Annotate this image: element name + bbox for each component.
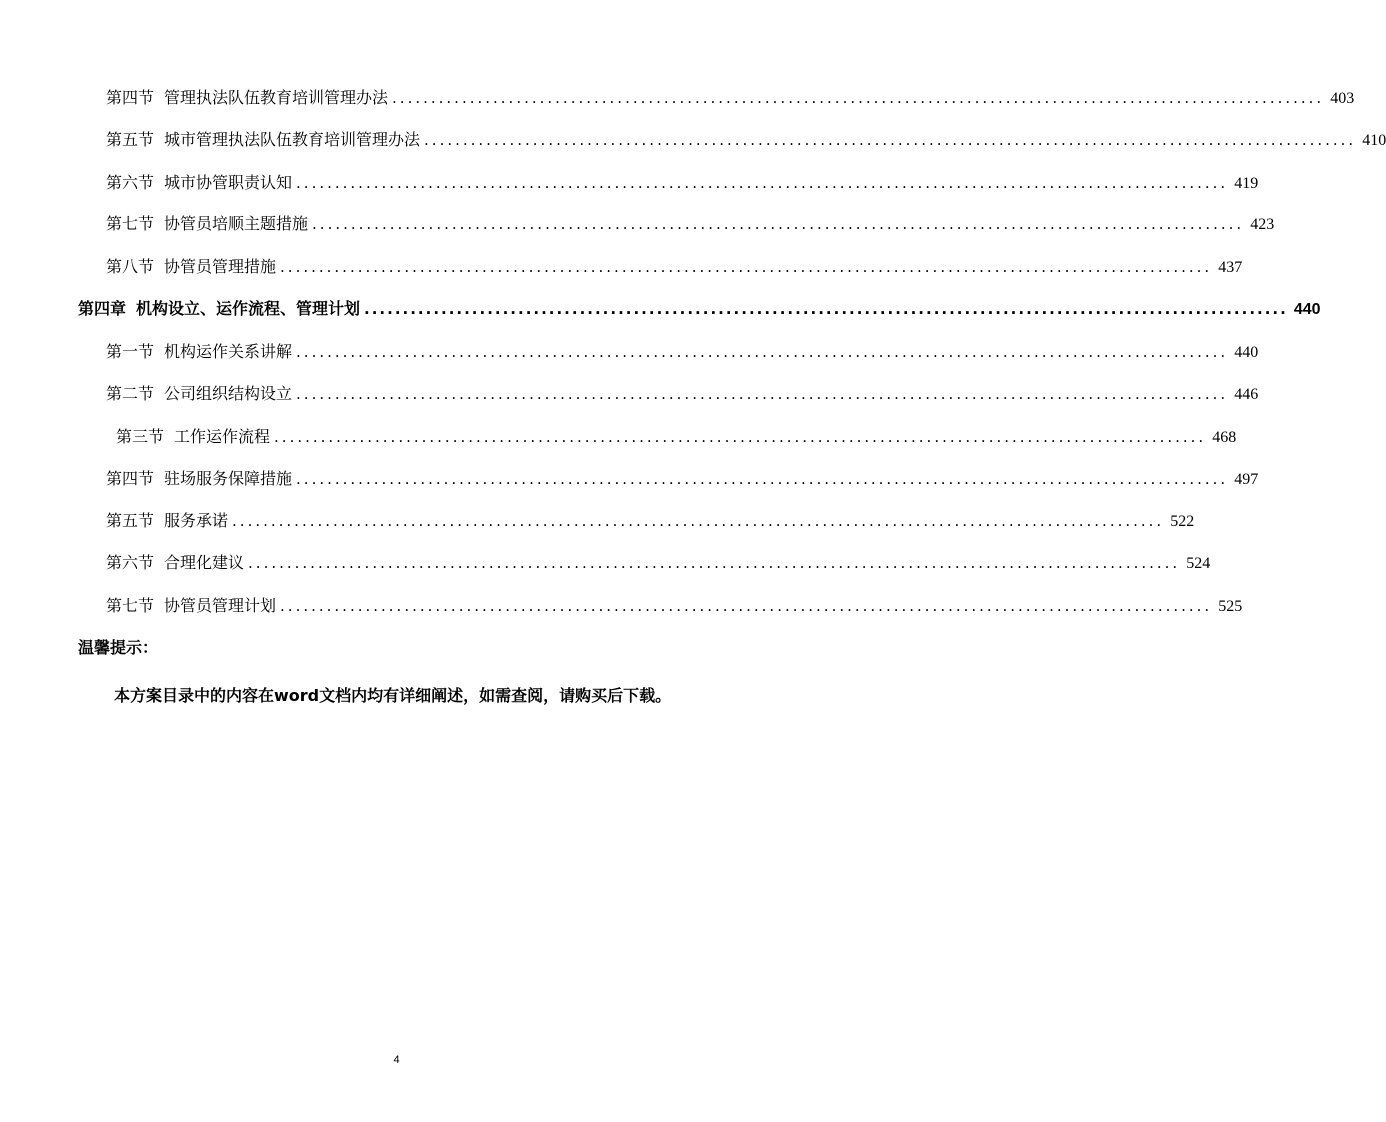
page-number: 4 bbox=[393, 1054, 400, 1066]
toc-entry-title: 协管员管理措施 bbox=[164, 257, 277, 276]
toc-entry-label: 第七节 bbox=[106, 596, 155, 615]
toc-dot-leader: ........................................................................................................................ bbox=[296, 385, 1229, 403]
toc-entry-label: 第七节 bbox=[106, 214, 155, 233]
notice-body: 本方案目录中的内容在word文档内均有详细阐述，如需查阅，请购买后下载。 bbox=[114, 686, 672, 705]
toc-entry[interactable] bbox=[106, 551, 1211, 575]
toc-entry-label: 第四节 bbox=[106, 469, 155, 488]
toc-dot-leader: ........................................................................................................................ bbox=[424, 131, 1357, 149]
toc-entry-title: 管理执法队伍教育培训管理办法 bbox=[164, 88, 389, 107]
toc-entry[interactable] bbox=[106, 128, 1386, 152]
toc-dot-leader: ........................................................................................................................ bbox=[364, 300, 1288, 318]
notice-title: 温馨提示： bbox=[78, 638, 159, 657]
toc-entry-title: 服务承诺 bbox=[164, 511, 229, 530]
toc-dot-leader: ........................................................................................................................ bbox=[274, 428, 1207, 446]
toc-chapter-entry[interactable] bbox=[78, 297, 1321, 321]
toc-entry-label: 第三节 bbox=[116, 427, 165, 446]
toc-entry-title: 工作运作流程 bbox=[174, 427, 271, 446]
toc-entry[interactable] bbox=[106, 212, 1275, 236]
toc-entry-page: 410 bbox=[1362, 132, 1386, 149]
toc-entry-page: 497 bbox=[1234, 471, 1259, 488]
toc-entry-page: 525 bbox=[1218, 598, 1243, 615]
toc-entry[interactable] bbox=[106, 382, 1259, 406]
toc-entry-label: 第五节 bbox=[106, 511, 155, 530]
toc-entry-label: 第四章 bbox=[78, 299, 127, 318]
toc-entry[interactable] bbox=[106, 509, 1195, 533]
toc-entry-page: 440 bbox=[1293, 301, 1321, 318]
toc-entry[interactable] bbox=[106, 340, 1259, 364]
toc-entry[interactable] bbox=[106, 255, 1243, 279]
toc-entry-label: 第六节 bbox=[106, 173, 155, 192]
toc-entry-page: 440 bbox=[1234, 344, 1259, 361]
toc-dot-leader: ........................................................................................................................ bbox=[312, 215, 1245, 233]
toc-entry-page: 437 bbox=[1218, 259, 1243, 276]
toc-entry-label: 第六节 bbox=[106, 553, 155, 572]
toc-entry-page: 403 bbox=[1330, 90, 1355, 107]
toc-entry-page: 522 bbox=[1170, 513, 1195, 530]
toc-entry[interactable] bbox=[106, 594, 1243, 618]
toc-entry[interactable] bbox=[106, 171, 1259, 195]
toc-entry-title: 合理化建议 bbox=[164, 553, 245, 572]
toc-dot-leader: ........................................................................................................................ bbox=[280, 597, 1213, 615]
toc-entry-title: 机构运作关系讲解 bbox=[164, 342, 293, 361]
toc-entry-title: 协管员培顺主题措施 bbox=[164, 214, 309, 233]
toc-entry[interactable] bbox=[106, 467, 1259, 491]
toc-entry-label: 第二节 bbox=[106, 384, 155, 403]
toc-dot-leader: ........................................................................................................................ bbox=[296, 343, 1229, 361]
toc-entry-title: 公司组织结构设立 bbox=[164, 384, 293, 403]
toc-entry-label: 第一节 bbox=[106, 342, 155, 361]
toc-entry-title: 城市管理执法队伍教育培训管理办法 bbox=[164, 130, 421, 149]
toc-entry-page: 446 bbox=[1234, 386, 1259, 403]
toc-dot-leader: ........................................................................................................................ bbox=[232, 512, 1165, 530]
toc-entry-page: 419 bbox=[1234, 175, 1259, 192]
toc-entry-page: 423 bbox=[1250, 216, 1275, 233]
toc-entry-label: 第四节 bbox=[106, 88, 155, 107]
toc-entry-label: 第八节 bbox=[106, 257, 155, 276]
toc-entry-page: 524 bbox=[1186, 555, 1211, 572]
toc-entry[interactable] bbox=[106, 86, 1355, 110]
toc-dot-leader: ........................................................................................................................ bbox=[280, 258, 1213, 276]
toc-dot-leader: ........................................................................................................................ bbox=[296, 470, 1229, 488]
toc-entry[interactable] bbox=[116, 425, 1237, 449]
toc-dot-leader: ........................................................................................................................ bbox=[248, 554, 1181, 572]
toc-entry-label: 第五节 bbox=[106, 130, 155, 149]
toc-dot-leader: ........................................................................................................................ bbox=[296, 174, 1229, 192]
toc-entry-title: 驻场服务保障措施 bbox=[164, 469, 293, 488]
toc-entry-title: 机构设立、运作流程、管理计划 bbox=[136, 299, 361, 318]
toc-entry-title: 协管员管理计划 bbox=[164, 596, 277, 615]
toc-entry-title: 城市协管职责认知 bbox=[164, 173, 293, 192]
toc-dot-leader: ........................................................................................................................ bbox=[392, 89, 1325, 107]
toc-entry-page: 468 bbox=[1212, 429, 1237, 446]
